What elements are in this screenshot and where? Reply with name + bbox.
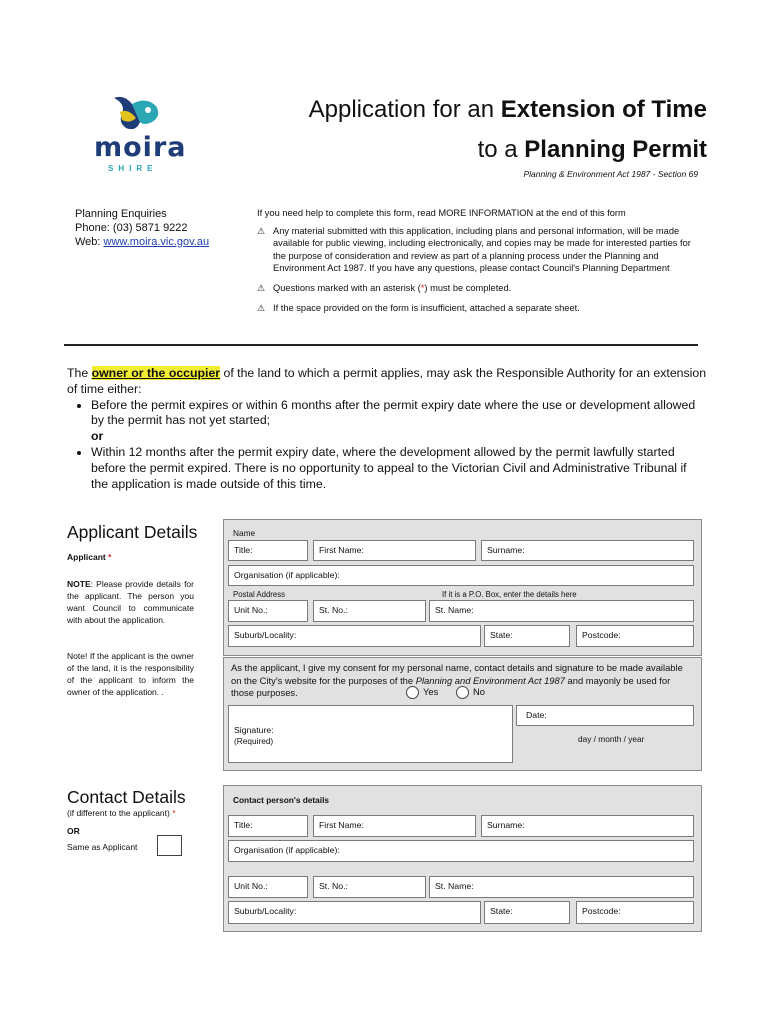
contact-surname-field[interactable]: Surname:: [481, 815, 694, 837]
space-text: If the space provided on the form is insufficient, attached a separate sheet.: [273, 302, 580, 313]
applicant-details-heading: Applicant Details: [67, 522, 198, 542]
signature-label: Signature:: [234, 725, 274, 735]
warning-icon: ⚠: [257, 302, 266, 313]
contact-sub: (if different to the applicant) *: [67, 808, 176, 818]
contact-person-header: Contact person's details: [233, 795, 330, 805]
st-no-field[interactable]: St. No.:: [313, 600, 426, 622]
date-field[interactable]: Date:: [516, 705, 694, 726]
planning-enquiries: [75, 207, 209, 249]
enquiries-phone: Phone: (03) 5871 9222: [75, 222, 188, 234]
enquiries-web: Web: www.moira.vic.gov.au: [75, 236, 210, 248]
applicant-note2: Note! If the applicant is the owner of the land, it is the responsibility of the applicant to inform the owner of the application. .: [67, 651, 194, 697]
postal-address-label: Postal Address: [233, 590, 286, 599]
applicant-label: Applicant *: [67, 552, 112, 562]
postcode-field[interactable]: Postcode:: [576, 625, 694, 647]
same-as-applicant-label: Same as Applicant: [67, 842, 138, 852]
contact-details-heading: Contact Details: [67, 787, 186, 807]
help-text: If you need help to complete this form, read MORE INFORMATION at the end of this form: [257, 208, 626, 218]
st-name-field[interactable]: St. Name:: [429, 600, 694, 622]
enquiries-heading: Planning Enquiries: [75, 208, 167, 220]
intro-text: The owner or the occupier of the land to which a permit applies, may ask the Responsible Authority for an extension of time either: • Before the permit expires or within 6 months after the permit expiry date where the use or development allowed by the permit has not yet started; or • Within 12 months after the permit expiry date, where the development allowed by the permit lawfully started before the permit expired. There is no opportunity to appeal to the Victorian Civil and Administrative Tribunal if the application is made outside of this time.: [67, 366, 707, 492]
moira-shire-logo: [92, 92, 187, 177]
po-box-hint: If it is a P.O. Box, enter the details here: [442, 590, 577, 599]
logo-name: moira: [94, 132, 187, 163]
logo-mark-icon: [110, 92, 162, 136]
page-title-line1: Application for an Extension of Time: [308, 96, 707, 123]
bullet-2: • Within 12 months after the permit expiry date, where the development allowed by the permit lawfully started before the permit expired. There is no opportunity to appeal to the Victorian Civil and Administrative Tribunal if the application is made outside of this time.: [91, 445, 707, 492]
first-name-field[interactable]: First Name:: [313, 540, 476, 561]
yes-radio[interactable]: [406, 686, 419, 699]
surname-field[interactable]: Surname:: [481, 540, 694, 561]
contact-state-field[interactable]: State:: [484, 901, 570, 924]
info-block: [257, 207, 697, 321]
material-text: Any material submitted with this application, including plans and personal information, will be made available for public viewing, including electronically, and copies may be made for interested parties for the purpose of consideration and review as part of a planning process under the Planning and Environment Act 1987. If you have any questions, please contact Council's Planning Department: [273, 225, 691, 274]
applicant-note: NOTE: Please provide details for the applicant. The person you want Council to communicate with about the application.: [67, 579, 194, 625]
contact-suburb-field[interactable]: Suburb/Locality:: [228, 901, 481, 924]
contact-or: OR: [67, 826, 80, 836]
warning-icon: ⚠: [257, 282, 266, 293]
consent-no-option[interactable]: No: [454, 686, 485, 699]
signature-required: (Required): [234, 736, 274, 746]
bullet-1: • Before the permit expires or within 6 months after the permit expiry date where the use or development allowed by the permit has not yet started;: [91, 398, 707, 430]
no-radio[interactable]: [456, 686, 469, 699]
same-as-applicant-checkbox[interactable]: [157, 835, 182, 856]
divider: [64, 344, 698, 346]
act-reference: Planning & Environment Act 1987 - Section 69: [523, 169, 698, 179]
page-title-line2: to a Planning Permit: [477, 136, 707, 163]
contact-first-name-field[interactable]: First Name:: [313, 815, 476, 837]
suburb-field[interactable]: Suburb/Locality:: [228, 625, 481, 647]
contact-unit-no-field[interactable]: Unit No.:: [228, 876, 308, 898]
consent-text: As the applicant, I give my consent for my personal name, contact details and signature to be made available on the City's website for the purposes of the Planning and Environment Act 1987 and mayonly be used for those purposes.: [231, 662, 683, 698]
warning-icon: ⚠: [257, 225, 266, 236]
contact-organisation-field[interactable]: Organisation (if applicable):: [228, 840, 694, 862]
date-format-hint: day / month / year: [578, 734, 645, 744]
contact-title-field[interactable]: Title:: [228, 815, 308, 837]
logo-sub: SHIRE: [108, 164, 158, 173]
website-link[interactable]: www.moira.vic.gov.au: [103, 236, 210, 248]
title-field[interactable]: Title:: [228, 540, 308, 561]
state-field[interactable]: State:: [484, 625, 570, 647]
asterisk-text: Questions marked with an asterisk (*) must be completed.: [273, 282, 512, 293]
organisation-field[interactable]: Organisation (if applicable):: [228, 565, 694, 586]
highlight-owner-occupier: owner or the occupier: [91, 366, 221, 380]
unit-no-field[interactable]: Unit No.:: [228, 600, 308, 622]
name-header: Name: [233, 528, 256, 538]
contact-st-no-field[interactable]: St. No.:: [313, 876, 426, 898]
or-label: or: [91, 429, 104, 444]
contact-postcode-field[interactable]: Postcode:: [576, 901, 694, 924]
consent-yes-option[interactable]: Yes: [404, 686, 438, 699]
contact-st-name-field[interactable]: St. Name:: [429, 876, 694, 898]
